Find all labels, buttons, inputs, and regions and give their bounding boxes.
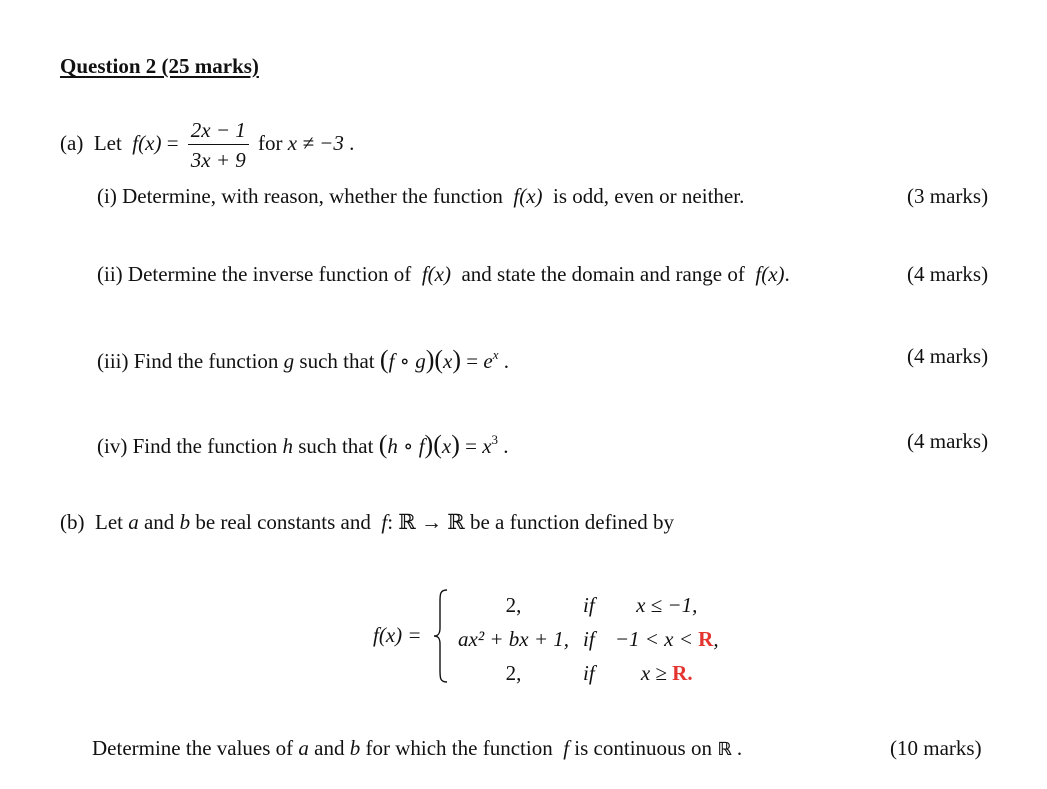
rhs-sup: x: [492, 347, 499, 362]
case-if: if: [583, 627, 595, 651]
open-paren: (: [379, 345, 389, 374]
fraction-numerator: 2x − 1: [188, 118, 249, 145]
open-paren: (: [433, 430, 442, 459]
part-b-intro: [60, 509, 674, 535]
item-text-middle: such that: [299, 349, 375, 373]
item-math: f(x): [421, 262, 451, 286]
part-b-label: (b): [60, 510, 85, 534]
task-text-1: Determine the values of: [92, 736, 294, 760]
comp-arg: x: [443, 349, 453, 373]
marks-a-iii: (4 marks): [907, 344, 989, 368]
comp-arg: x: [441, 434, 452, 458]
piecewise-lhs: f(x) =: [373, 623, 422, 647]
part-a-fx: f(x): [132, 130, 162, 155]
comp-inner: f: [418, 434, 425, 458]
item-text-middle: such that: [298, 434, 374, 458]
piecewise-cases: [452, 588, 733, 690]
case-row: [452, 656, 733, 690]
task-text-2: and: [314, 736, 345, 760]
part-a-label: (a): [60, 130, 84, 155]
item-text-after: .: [784, 262, 790, 286]
open-paren: (: [378, 430, 388, 459]
part-b-var-a: a: [128, 510, 139, 534]
part-b-task: [92, 735, 742, 763]
case-value: 2,: [505, 593, 522, 617]
close-paren: ): [452, 345, 462, 374]
part-a-fraction: [188, 118, 249, 172]
case-value: 2,: [505, 661, 522, 685]
cases-table: [452, 588, 733, 690]
comp-outer: f: [388, 349, 395, 373]
case-condition: x ≤ −1,: [636, 593, 698, 617]
equals-sign: =: [466, 349, 479, 373]
item-text-after: is odd, even or neither.: [553, 184, 745, 208]
task-b: b: [349, 736, 361, 760]
task-end: .: [736, 736, 743, 760]
case-red-R: R: [672, 661, 688, 685]
item-var: h: [282, 434, 293, 458]
part-a-eq: =: [166, 130, 179, 155]
left-brace-icon: [432, 588, 450, 684]
equals-sign: =: [465, 434, 477, 458]
item-label: (iii): [97, 349, 129, 373]
case-value: ax² + bx + 1,: [458, 627, 570, 651]
open-paren: (: [434, 345, 444, 374]
item-text: Determine, with reason, whether the function: [122, 184, 503, 208]
part-a-i: [97, 183, 744, 209]
task-text-3: for which the function: [365, 736, 553, 760]
task-text-4: is continuous on: [574, 736, 712, 760]
case-red-R: R: [698, 627, 714, 651]
item-text: Find the function: [132, 434, 278, 458]
case-if: if: [583, 661, 595, 685]
part-a-let: Let: [93, 130, 122, 155]
item-var: g: [283, 349, 295, 373]
item-label: (i): [97, 184, 117, 208]
comp-outer: h: [387, 434, 398, 458]
fraction-denominator: 3x + 9: [190, 148, 246, 172]
part-b-text-3: be real constants and: [195, 510, 371, 534]
part-b-var-b: b: [179, 510, 191, 534]
case-row: [452, 622, 733, 656]
item-text: Find the function: [133, 349, 279, 373]
comp-op: ∘: [399, 349, 410, 373]
item-text: Determine the inverse function of: [127, 262, 412, 286]
case-row: [452, 588, 733, 622]
task-f: f: [563, 736, 570, 760]
rhs-base: e: [483, 349, 493, 373]
question-title: Question 2 (25 marks): [60, 54, 259, 78]
item-math: f(x): [513, 184, 543, 208]
item-label: (iv): [97, 434, 128, 458]
close-paren: ): [451, 430, 460, 459]
marks-a-ii: (4 marks): [907, 262, 989, 286]
part-b-map: : ℝ → ℝ: [387, 510, 465, 534]
part-a-condition-end: .: [349, 130, 355, 155]
item-text-after: .: [503, 349, 509, 373]
rhs-base: x: [482, 434, 492, 458]
part-a-definition: [60, 118, 354, 172]
task-a: a: [298, 736, 309, 760]
part-b-map-f: f: [381, 510, 388, 534]
part-a-iii: [97, 342, 509, 374]
marks-a-i: (3 marks): [907, 184, 989, 208]
marks-a-iv: (4 marks): [907, 429, 989, 453]
close-paren: ): [424, 430, 434, 459]
marks-b: (10 marks): [890, 736, 982, 760]
close-paren: ): [425, 345, 435, 374]
item-math-2: f(x): [755, 262, 785, 286]
part-a-condition-text: for: [258, 130, 283, 155]
case-condition: −1 < x < R,: [614, 627, 719, 651]
comp-inner: g: [415, 349, 426, 373]
case-condition: x ≥ R.: [640, 661, 693, 685]
item-text-after: .: [503, 434, 509, 458]
item-text-middle: and state the domain and range of: [461, 262, 745, 286]
task-R: ℝ: [717, 739, 732, 760]
part-b-text-2: and: [143, 510, 175, 534]
comp-op: ∘: [403, 434, 414, 458]
part-a-iv: [97, 427, 509, 459]
rhs-sup: 3: [491, 432, 499, 447]
case-if: if: [583, 593, 595, 617]
part-b-text-4: be a function defined by: [469, 510, 675, 534]
part-b-text-1: Let: [95, 510, 123, 534]
part-a-ii: [97, 261, 790, 287]
item-label: (ii): [97, 262, 123, 286]
part-a-condition-math: x ≠ −3: [287, 130, 344, 155]
